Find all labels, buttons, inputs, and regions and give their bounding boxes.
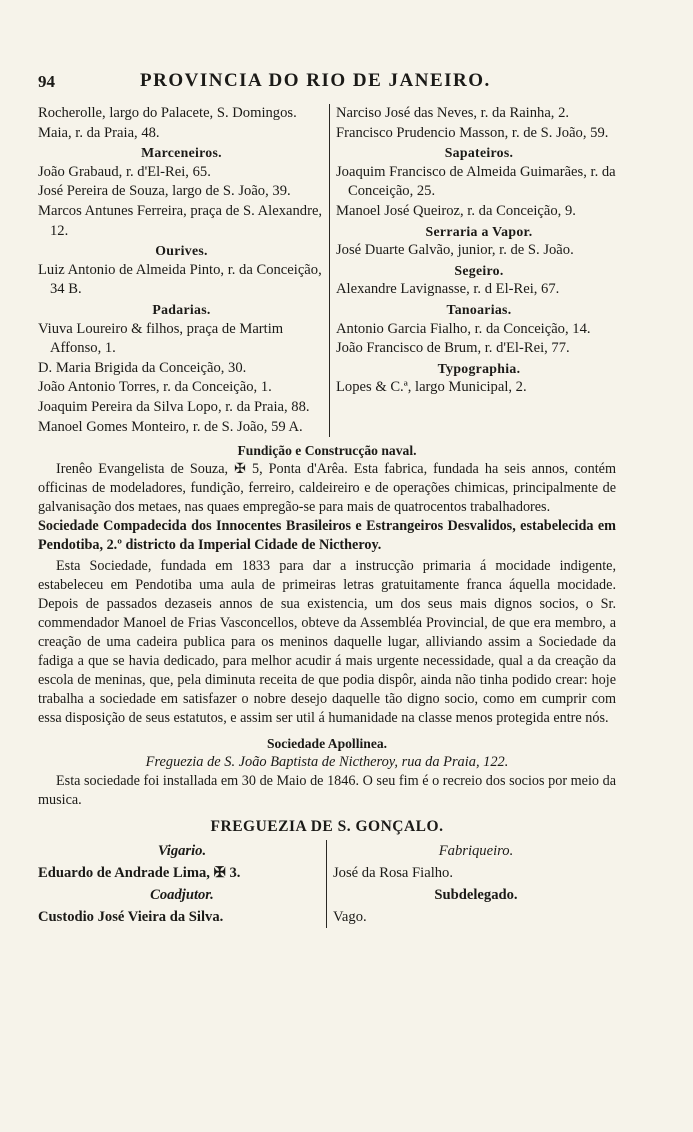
list-item: Antonio Garcia Fialho, r. da Conceição, 14. (336, 320, 591, 337)
list-item: D. Maria Brigida da Conceição, 30. (38, 359, 247, 376)
list-item: Rocherolle, largo do Palacete, S. Domingos. (38, 105, 297, 121)
list-item: Lopes & C.ª, largo Municipal, 2. (336, 379, 527, 396)
list-item: Joaquim Francisco de Almeida Guimarães, r. da Conceição, 25. (336, 163, 616, 200)
list-item: João Grabaud, r. d'El-Rei, 65. (38, 163, 211, 180)
section-heading-serraria: Serraria a Vapor. (425, 223, 533, 239)
list-item: Narciso José das Neves, r. da Rainha, 2. (336, 105, 570, 121)
section-heading-apollinea: Sociedade Apollinea. (266, 736, 388, 752)
full-width-section (38, 441, 616, 810)
apollinea-location: Freguezia de S. João Baptista de Nictheroy, rua da Praia, 122. (145, 754, 509, 771)
paragraph-fundicao: Irenêo Evangelista de Souza, ✠ 5, Ponta d'Arêa. Esta fabrica, fundada ha seis annos, contém officinas de modeladores, fundição, ferreiro, caldeireiro e de operações chimicas, principalmente de galvanisação dos metaes, nas quaes empregão-se para mais de quatrocentos trabalhadores. (38, 461, 616, 516)
list-item: Alexandre Lavignasse, r. d El-Rei, 67. (336, 281, 560, 298)
section-heading-sapateiros: Sapateiros. (444, 145, 514, 161)
fabriqueiro-name: José da Rosa Fialho. (333, 865, 453, 882)
two-column-directory (38, 104, 678, 437)
paragraph-sociedade: Esta Sociedade, fundada em 1833 para dar a instrucção primaria á mocidade indigente, estabeleceu em Pendotiba uma aula de primeiras letras gratuitamente franca áquella mocidade. Depois de passados dezaseis annos de sua existencia, um dos seus mais dignos socios, o Sr. commendador Manoel de Frias Vasconcellos, obteve da Assembléa Provincial, de que era membro, a creação de uma cadeira publica para os meninos daquelle lugar, alliviando assim a Sociedade da fadiga a que se havia dedicado, para melhor acudir á mais urgente necessidade, qual a da creação da escola de meninas, que, pela diminuta receita de que podia dispôr, ainda não tinha podido crear: hoje trabalha a sociedade em satisfazer o nobre desejo daquelle tão digno socio, como em cumprir com essa disposição de seus estatutos, e assim ser util á humanidade na classe menos protegida entre nós. (38, 558, 616, 727)
section-heading-sociedade: Sociedade Compadecida dos Innocentes Brasileiros e Estrangeiros Desvalidos, estabelecida em Pendotiba, 2.º districto da Imperial Cidade de Nictheroy. (38, 518, 616, 554)
freguezia-title: FREGUEZIA DE S. GONÇALO. (210, 818, 444, 836)
page-number: 94 (38, 72, 55, 91)
section-heading-padarias: Padarias. (152, 301, 211, 317)
section-heading-typographia: Typographia. (437, 360, 521, 376)
subdelegado-label: Subdelegado. (434, 887, 518, 904)
list-item: Manoel José Queiroz, r. da Conceição, 9. (336, 202, 576, 219)
page-title: PROVINCIA DO RIO DE JANEIRO. (140, 70, 491, 91)
left-column (38, 104, 329, 437)
document-page (38, 70, 678, 928)
list-item: João Francisco de Brum, r. d'El-Rei, 77. (336, 340, 570, 357)
list-item: Manoel Gomes Monteiro, r. de S. João, 59 A. (38, 418, 303, 435)
page-header (38, 70, 678, 102)
paragraph-apollinea: Esta sociedade foi installada em 30 de Maio de 1846. O seu fim é o recreio dos socios por meio da musica. (38, 773, 616, 809)
list-item: João Antonio Torres, r. da Conceição, 1. (38, 379, 272, 396)
right-column (329, 104, 622, 437)
section-heading-tanoarias: Tanoarias. (446, 301, 512, 317)
vigario-label: Vigario. (157, 843, 207, 860)
freguezia-right (326, 840, 619, 928)
freguezia-offices (38, 840, 678, 928)
freguezia-left (38, 840, 326, 928)
vigario-name: Eduardo de Andrade Lima, ✠ 3. (38, 865, 241, 882)
fabriqueiro-label: Fabriqueiro. (438, 843, 514, 860)
list-item: Viuva Loureiro & filhos, praça de Martim Affonso, 1. (38, 320, 284, 357)
coadjutor-name: Custodio José Vieira da Silva. (38, 909, 224, 926)
list-item: Marcos Antunes Ferreira, praça de S. Alexandre, 12. (38, 202, 323, 239)
coadjutor-label: Coadjutor. (150, 887, 214, 904)
list-item: Joaquim Pereira da Silva Lopo, r. da Praia, 88. (38, 398, 310, 415)
list-item: Luiz Antonio de Almeida Pinto, r. da Conceição, 34 B. (38, 261, 322, 298)
list-item: José Pereira de Souza, largo de S. João, 39. (38, 183, 291, 200)
list-item: José Duarte Galvão, junior, r. de S. João. (336, 242, 574, 259)
section-heading-fundicao: Fundição e Construcção naval. (237, 443, 417, 459)
section-heading-ourives: Ourives. (155, 243, 208, 259)
subdelegado-name: Vago. (333, 909, 367, 926)
section-heading-marceneiros: Marceneiros. (141, 145, 222, 161)
list-item: Maia, r. da Praia, 48. (38, 124, 160, 141)
list-item: Francisco Prudencio Masson, r. de S. João, 59. (336, 124, 609, 141)
section-heading-segeiro: Segeiro. (454, 262, 504, 278)
